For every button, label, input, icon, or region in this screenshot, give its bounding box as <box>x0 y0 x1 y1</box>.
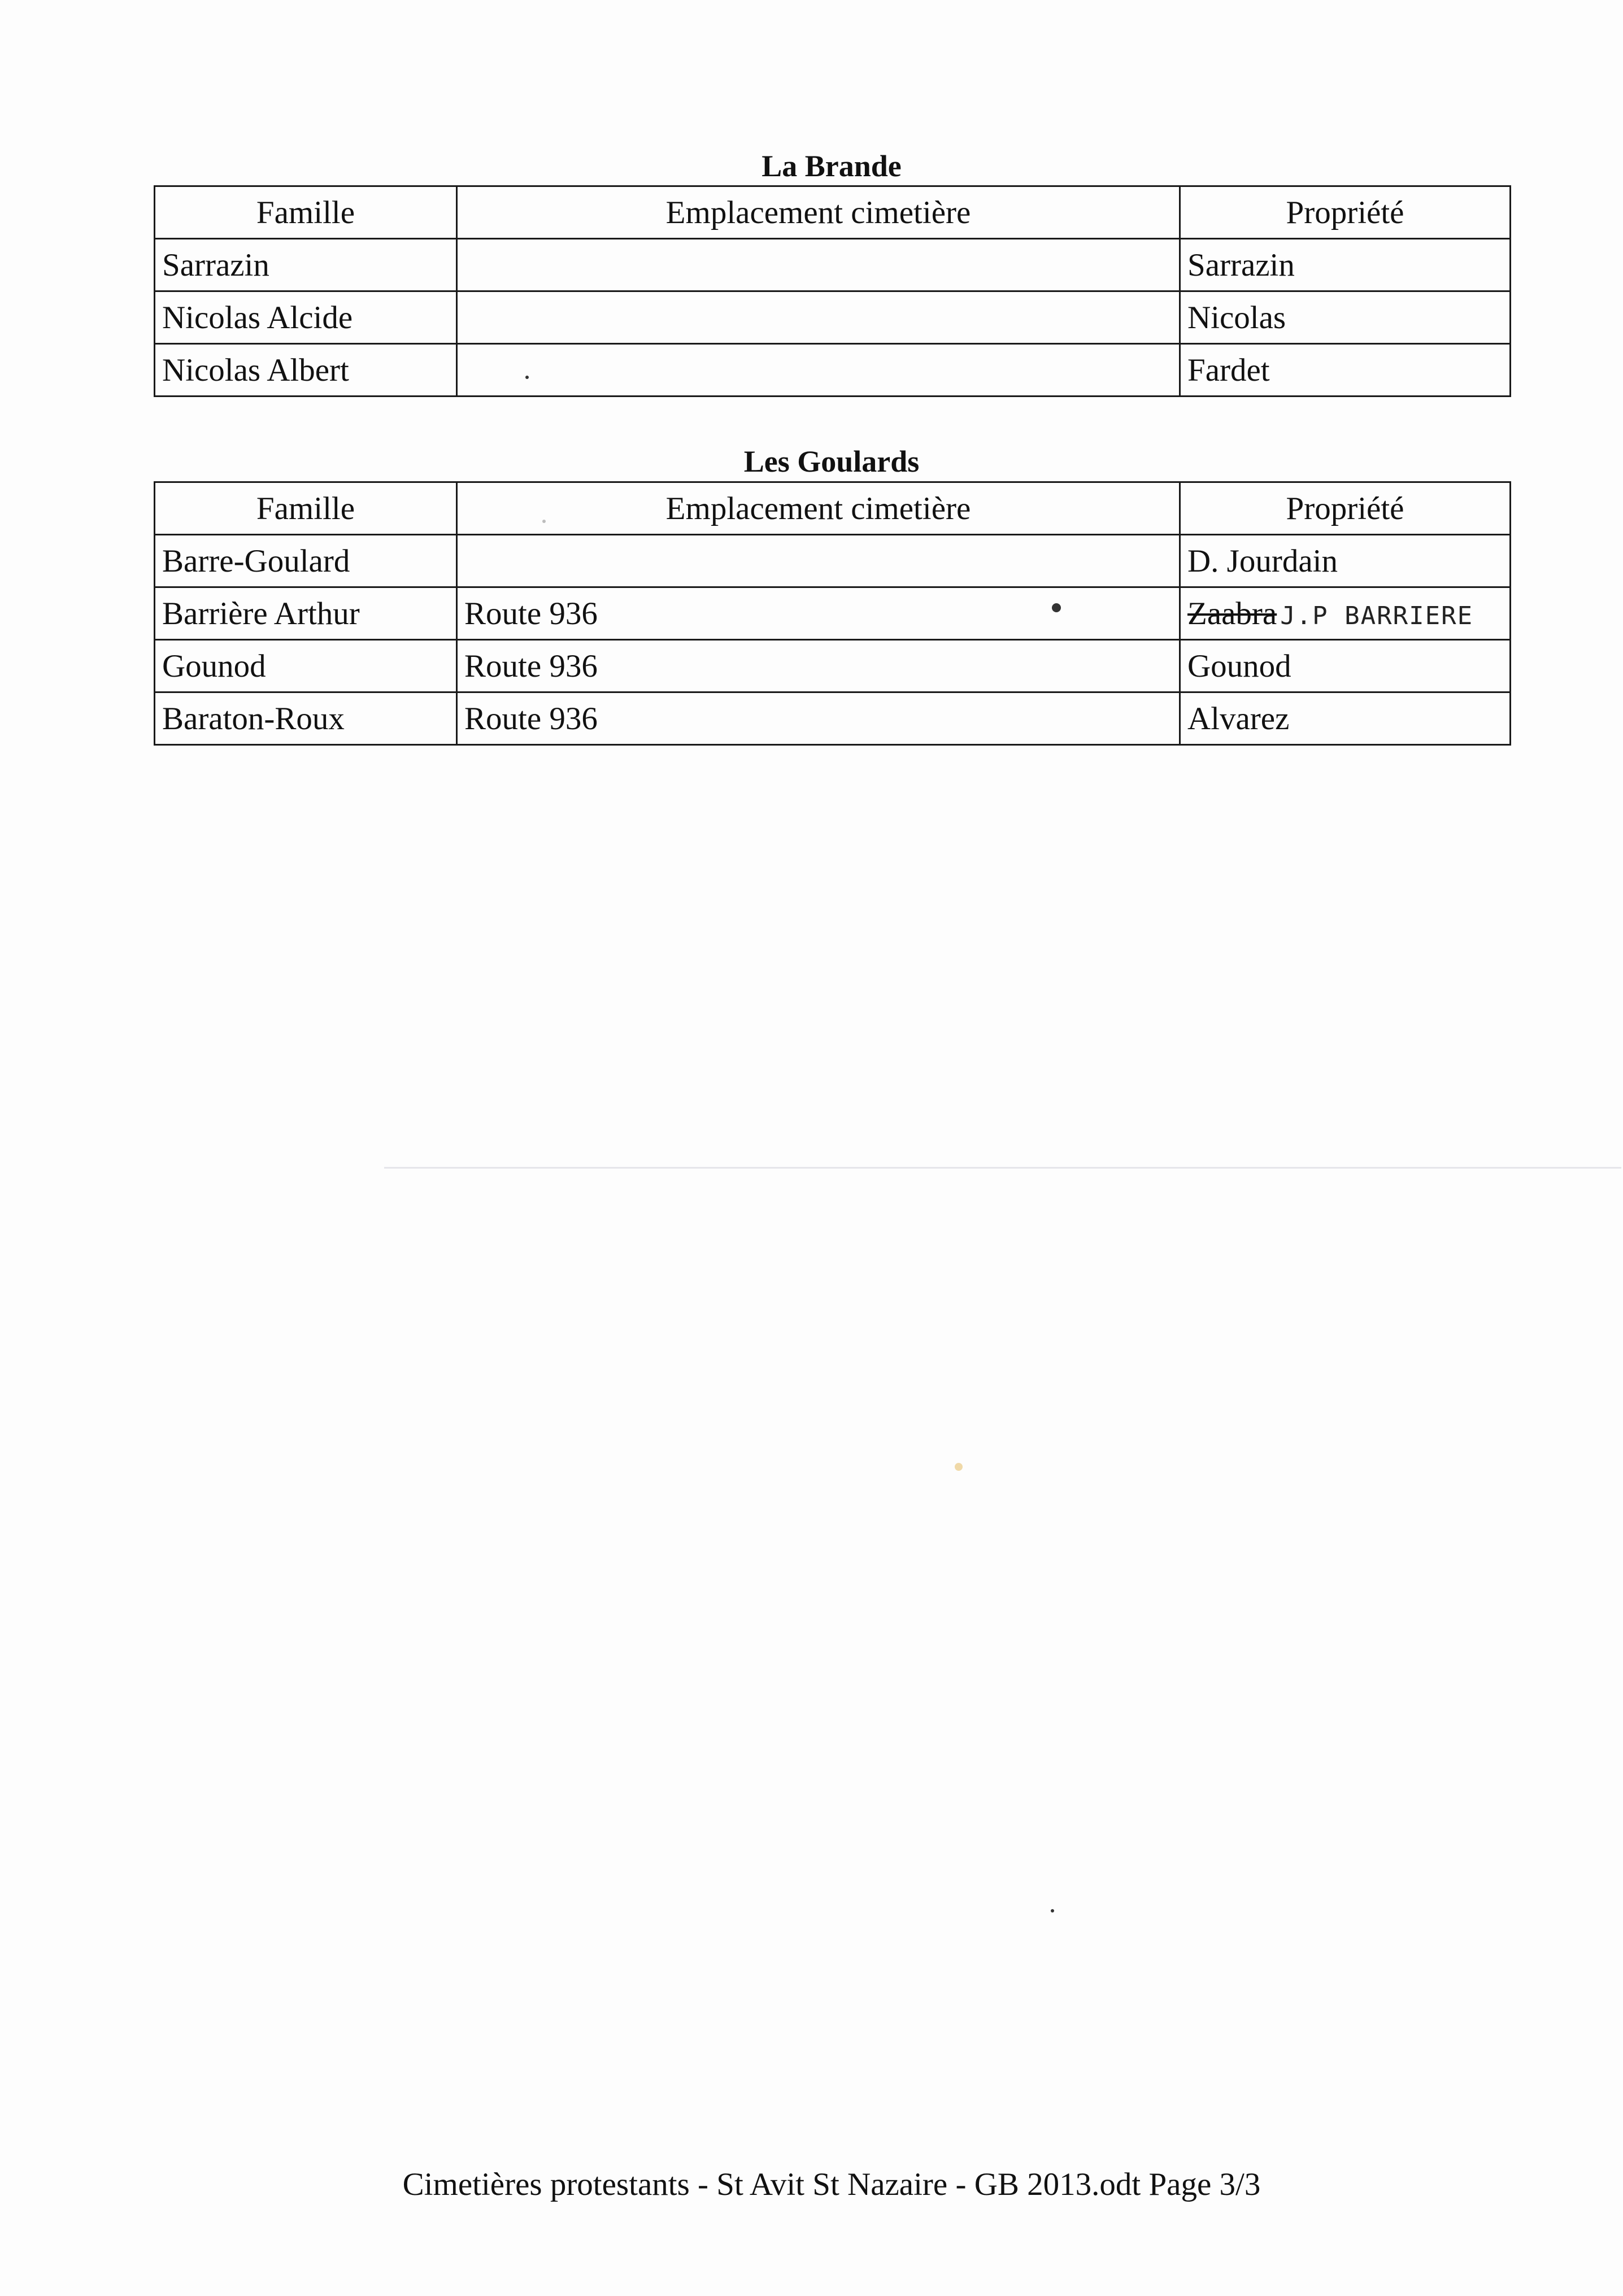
table-row <box>155 535 1511 587</box>
cell-propriete: Fardet <box>1180 344 1511 397</box>
header-emplacement: Emplacement cimetière <box>457 482 1180 535</box>
page-footer: Cimetières protestants - St Avit St Nazaire - GB 2013.odt Page 3/3 <box>402 2167 1261 2202</box>
table-row <box>155 344 1511 397</box>
table-row <box>155 640 1511 692</box>
cell-emplacement: Route 936 <box>457 640 1180 692</box>
cell-famille: Barrière Arthur <box>155 587 457 640</box>
cell-propriete: D. Jourdain <box>1180 535 1511 587</box>
table-header-row <box>155 482 1511 535</box>
handwritten-correction: J.P BARRIERE <box>1280 601 1474 630</box>
cell-famille: Nicolas Albert <box>155 344 457 397</box>
cell-famille: Gounod <box>155 640 457 692</box>
table-row <box>155 239 1511 291</box>
table-la-brande <box>154 185 1511 397</box>
ink-speck <box>542 520 546 523</box>
header-famille: Famille <box>155 482 457 535</box>
section-title-les-goulards: Les Goulards <box>743 445 920 478</box>
cell-emplacement: Route 936 <box>457 587 1180 640</box>
table-row <box>155 291 1511 344</box>
cell-emplacement <box>457 535 1180 587</box>
cell-famille: Nicolas Alcide <box>155 291 457 344</box>
cell-propriete: Nicolas <box>1180 291 1511 344</box>
cell-emplacement <box>457 239 1180 291</box>
section-title-la-brande: La Brande <box>762 149 902 183</box>
cell-propriete <box>1180 587 1511 640</box>
cell-famille: Sarrazin <box>155 239 457 291</box>
cell-emplacement: Route 936 <box>457 692 1180 745</box>
header-famille: Famille <box>155 186 457 239</box>
header-emplacement: Emplacement cimetière <box>457 186 1180 239</box>
cell-emplacement <box>457 344 1180 397</box>
cell-propriete: Sarrazin <box>1180 239 1511 291</box>
cell-famille: Baraton-Roux <box>155 692 457 745</box>
struck-owner-name: Zaabra <box>1187 595 1277 631</box>
header-propriete: Propriété <box>1180 186 1511 239</box>
table-header-row <box>155 186 1511 239</box>
table-les-goulards <box>154 481 1511 746</box>
ink-speck <box>1052 603 1061 612</box>
table-row <box>155 587 1511 640</box>
cell-famille: Barre-Goulard <box>155 535 457 587</box>
cell-emplacement <box>457 291 1180 344</box>
cell-propriete: Gounod <box>1180 640 1511 692</box>
cell-propriete: Alvarez <box>1180 692 1511 745</box>
header-propriete: Propriété <box>1180 482 1511 535</box>
table-row <box>155 692 1511 745</box>
ink-speck <box>1051 1909 1054 1912</box>
paper-stain <box>955 1463 963 1471</box>
paper-fold-line <box>384 1167 1621 1169</box>
ink-speck <box>525 376 529 379</box>
